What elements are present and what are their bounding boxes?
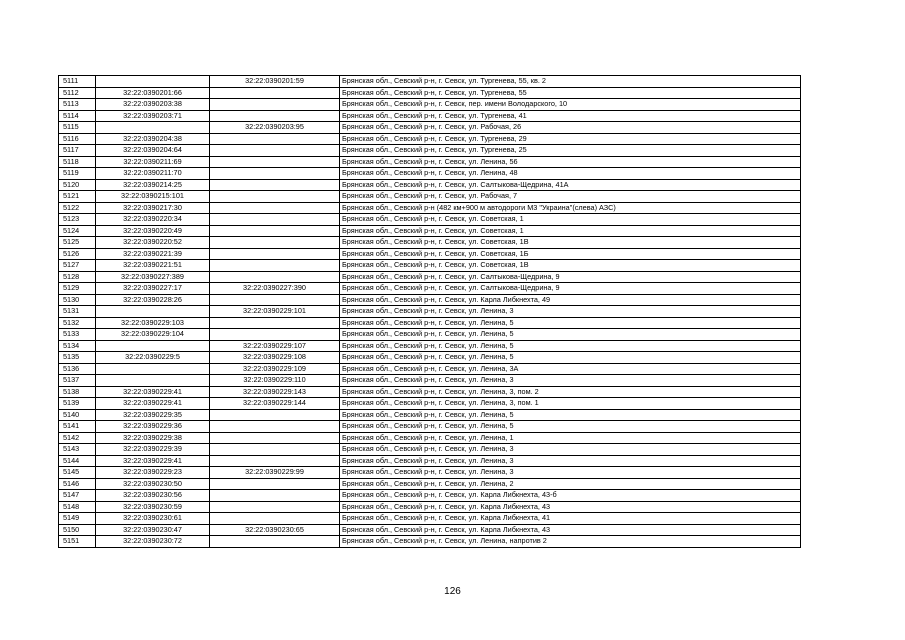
- cadastral-number-secondary: 32:22:0390201:59: [210, 76, 340, 88]
- address-cell: Брянская обл., Севский р-н, г. Севск, ул. Ленина, 3: [340, 375, 801, 387]
- cadastral-number-primary: 32:22:0390229:35: [96, 409, 210, 421]
- address-cell: Брянская обл., Севский р-н, г. Севск, ул. Ленина, 1: [340, 432, 801, 444]
- address-cell: Брянская обл., Севский р-н, г. Севск, ул. Тургенева, 55, кв. 2: [340, 76, 801, 88]
- cadastral-number-secondary: [210, 145, 340, 157]
- cadastral-number-secondary: [210, 317, 340, 329]
- cadastral-number-secondary: 32:22:0390230:65: [210, 524, 340, 536]
- cadastral-number-secondary: [210, 202, 340, 214]
- address-cell: Брянская обл., Севский р-н, г. Севск, ул. Ленина, 3: [340, 455, 801, 467]
- cadastral-number-secondary: [210, 536, 340, 548]
- cadastral-number-secondary: [210, 329, 340, 341]
- cadastral-number-secondary: [210, 99, 340, 111]
- cadastral-number-primary: 32:22:0390227:389: [96, 271, 210, 283]
- cadastral-number-primary: 32:22:0390217:30: [96, 202, 210, 214]
- address-cell: Брянская обл., Севский р-н, г. Севск, ул. Ленина, 3: [340, 467, 801, 479]
- table-row: [59, 317, 801, 329]
- row-number: 5134: [59, 340, 96, 352]
- row-number: 5126: [59, 248, 96, 260]
- row-number: 5147: [59, 490, 96, 502]
- address-cell: Брянская обл., Севский р-н, г. Севск, ул. Ленина, 5: [340, 352, 801, 364]
- address-cell: Брянская обл., Севский р-н, г. Севск, ул. Салтыкова-Щедрина, 9: [340, 271, 801, 283]
- address-cell: Брянская обл., Севский р-н, г. Севск, ул. Ленина, 3А: [340, 363, 801, 375]
- table-row: [59, 248, 801, 260]
- cadastral-number-secondary: [210, 87, 340, 99]
- address-cell: Брянская обл., Севский р-н, г. Севск, ул. Ленина, 3: [340, 444, 801, 456]
- cadastral-number-secondary: [210, 513, 340, 525]
- row-number: 5128: [59, 271, 96, 283]
- cadastral-number-secondary: [210, 191, 340, 203]
- table-row: [59, 536, 801, 548]
- cadastral-number-primary: [96, 306, 210, 318]
- address-cell: Брянская обл., Севский р-н, г. Севск, ул. Ленина, 2: [340, 478, 801, 490]
- table-row: [59, 340, 801, 352]
- table-row: [59, 168, 801, 180]
- cadastral-number-primary: [96, 122, 210, 134]
- address-cell: Брянская обл., Севский р-н, г. Севск, ул. Ленина, 48: [340, 168, 801, 180]
- table-row: [59, 524, 801, 536]
- cadastral-number-primary: 32:22:0390230:50: [96, 478, 210, 490]
- address-cell: Брянская обл., Севский р-н, г. Севск, ул. Ленина, 5: [340, 329, 801, 341]
- cadastral-number-primary: 32:22:0390229:5: [96, 352, 210, 364]
- address-cell: Брянская обл., Севский р-н, г. Севск, ул. Ленина, 56: [340, 156, 801, 168]
- cadastral-number-secondary: [210, 271, 340, 283]
- address-cell: Брянская обл., Севский р-н, г. Севск, ул. Тургенева, 25: [340, 145, 801, 157]
- cadastral-number-primary: 32:22:0390229:41: [96, 386, 210, 398]
- cadastral-number-secondary: 32:22:0390229:109: [210, 363, 340, 375]
- cadastral-number-secondary: [210, 409, 340, 421]
- table-row: [59, 329, 801, 341]
- row-number: 5132: [59, 317, 96, 329]
- address-cell: Брянская обл., Севский р-н, г. Севск, ул. Советская, 1В: [340, 260, 801, 272]
- cadastral-number-secondary: [210, 214, 340, 226]
- cadastral-number-secondary: [210, 225, 340, 237]
- cadastral-number-primary: 32:22:0390220:49: [96, 225, 210, 237]
- row-number: 5145: [59, 467, 96, 479]
- table-row: [59, 386, 801, 398]
- row-number: 5141: [59, 421, 96, 433]
- cadastral-number-primary: 32:22:0390220:52: [96, 237, 210, 249]
- address-cell: Брянская обл., Севский р-н, г. Севск, ул. Ленина, 5: [340, 317, 801, 329]
- row-number: 5125: [59, 237, 96, 249]
- address-cell: Брянская обл., Севский р-н, г. Севск, ул. Ленина, 5: [340, 421, 801, 433]
- row-number: 5150: [59, 524, 96, 536]
- cadastral-number-secondary: 32:22:0390229:144: [210, 398, 340, 410]
- cadastral-number-primary: 32:22:0390230:72: [96, 536, 210, 548]
- address-cell: Брянская обл., Севский р-н, г. Севск, ул. Карла Либкнехта, 41: [340, 513, 801, 525]
- row-number: 5130: [59, 294, 96, 306]
- table-row: [59, 306, 801, 318]
- row-number: 5124: [59, 225, 96, 237]
- cadastral-number-primary: 32:22:0390229:41: [96, 398, 210, 410]
- cadastral-number-primary: 32:22:0390215:101: [96, 191, 210, 203]
- cadastral-number-secondary: [210, 156, 340, 168]
- cadastral-number-secondary: 32:22:0390229:110: [210, 375, 340, 387]
- cadastral-number-secondary: [210, 478, 340, 490]
- row-number: 5118: [59, 156, 96, 168]
- address-cell: Брянская обл., Севский р-н, г. Севск, ул. Советская, 1: [340, 225, 801, 237]
- row-number: 5117: [59, 145, 96, 157]
- table-row: [59, 375, 801, 387]
- cadastral-number-primary: 32:22:0390229:41: [96, 455, 210, 467]
- cadastral-number-secondary: [210, 168, 340, 180]
- row-number: 5148: [59, 501, 96, 513]
- cadastral-number-primary: 32:22:0390221:51: [96, 260, 210, 272]
- table-row: [59, 294, 801, 306]
- row-number: 5113: [59, 99, 96, 111]
- cadastral-number-primary: 32:22:0390204:64: [96, 145, 210, 157]
- row-number: 5138: [59, 386, 96, 398]
- cadastral-number-secondary: 32:22:0390229:143: [210, 386, 340, 398]
- registry-table-body: [59, 76, 801, 548]
- cadastral-number-primary: 32:22:0390229:104: [96, 329, 210, 341]
- row-number: 5119: [59, 168, 96, 180]
- cadastral-number-primary: 32:22:0390203:38: [96, 99, 210, 111]
- cadastral-number-secondary: [210, 248, 340, 260]
- table-row: [59, 156, 801, 168]
- table-row: [59, 432, 801, 444]
- address-cell: Брянская обл., Севский р-н, г. Севск, ул. Ленина, 5: [340, 409, 801, 421]
- registry-table: [58, 75, 801, 548]
- row-number: 5111: [59, 76, 96, 88]
- cadastral-number-primary: 32:22:0390203:71: [96, 110, 210, 122]
- cadastral-number-primary: 32:22:0390211:69: [96, 156, 210, 168]
- address-cell: Брянская обл., Севский р-н, г. Севск, ул. Карла Либкнехта, 43: [340, 501, 801, 513]
- cadastral-number-primary: [96, 340, 210, 352]
- table-row: [59, 110, 801, 122]
- table-row: [59, 76, 801, 88]
- cadastral-number-primary: 32:22:0390228:26: [96, 294, 210, 306]
- table-row: [59, 145, 801, 157]
- address-cell: Брянская обл., Севский р-н, г. Севск, ул. Рабочая, 7: [340, 191, 801, 203]
- cadastral-number-primary: 32:22:0390229:38: [96, 432, 210, 444]
- table-row: [59, 122, 801, 134]
- address-cell: Брянская обл., Севский р-н, г. Севск, ул. Карла Либкнехта, 49: [340, 294, 801, 306]
- row-number: 5151: [59, 536, 96, 548]
- cadastral-number-secondary: [210, 432, 340, 444]
- cadastral-number-secondary: 32:22:0390229:99: [210, 467, 340, 479]
- cadastral-number-secondary: [210, 133, 340, 145]
- table-row: [59, 513, 801, 525]
- cadastral-number-primary: [96, 363, 210, 375]
- row-number: 5139: [59, 398, 96, 410]
- cadastral-number-primary: 32:22:0390230:56: [96, 490, 210, 502]
- cadastral-number-secondary: [210, 237, 340, 249]
- row-number: 5116: [59, 133, 96, 145]
- table-row: [59, 409, 801, 421]
- table-row: [59, 444, 801, 456]
- table-row: [59, 501, 801, 513]
- row-number: 5112: [59, 87, 96, 99]
- cadastral-number-secondary: 32:22:0390229:107: [210, 340, 340, 352]
- address-cell: Брянская обл., Севский р-н, г. Севск, ул. Тургенева, 29: [340, 133, 801, 145]
- address-cell: Брянская обл., Севский р-н, г. Севск, ул. Советская, 1: [340, 214, 801, 226]
- cadastral-number-primary: 32:22:0390230:59: [96, 501, 210, 513]
- cadastral-number-primary: 32:22:0390204:38: [96, 133, 210, 145]
- row-number: 5133: [59, 329, 96, 341]
- page-number: 126: [444, 586, 461, 597]
- table-row: [59, 283, 801, 295]
- row-number: 5144: [59, 455, 96, 467]
- table-row: [59, 99, 801, 111]
- cadastral-number-secondary: 32:22:0390203:95: [210, 122, 340, 134]
- cadastral-number-primary: 32:22:0390221:39: [96, 248, 210, 260]
- cadastral-number-secondary: [210, 444, 340, 456]
- address-cell: Брянская обл., Севский р-н, г. Севск, ул. Ленина, 5: [340, 340, 801, 352]
- table-row: [59, 490, 801, 502]
- cadastral-number-primary: 32:22:0390229:23: [96, 467, 210, 479]
- cadastral-number-secondary: [210, 294, 340, 306]
- cadastral-number-secondary: [210, 421, 340, 433]
- address-cell: Брянская обл., Севский р-н, г. Севск, ул. Советская, 1В: [340, 237, 801, 249]
- cadastral-number-secondary: [210, 260, 340, 272]
- row-number: 5129: [59, 283, 96, 295]
- table-row: [59, 260, 801, 272]
- row-number: 5115: [59, 122, 96, 134]
- table-row: [59, 87, 801, 99]
- table-row: [59, 214, 801, 226]
- row-number: 5114: [59, 110, 96, 122]
- table-row: [59, 225, 801, 237]
- table-row: [59, 202, 801, 214]
- table-row: [59, 467, 801, 479]
- cadastral-number-secondary: [210, 179, 340, 191]
- row-number: 5122: [59, 202, 96, 214]
- address-cell: Брянская обл., Севский р-н, г. Севск, ул. Советская, 1Б: [340, 248, 801, 260]
- cadastral-number-primary: 32:22:0390227:17: [96, 283, 210, 295]
- address-cell: Брянская обл., Севский р-н, г. Севск, ул. Ленина, 3, пом. 1: [340, 398, 801, 410]
- address-cell: Брянская обл., Севский р-н, г. Севск, ул. Ленина, 3: [340, 306, 801, 318]
- table-row: [59, 352, 801, 364]
- table-row: [59, 271, 801, 283]
- table-row: [59, 191, 801, 203]
- address-cell: Брянская обл., Севский р-н, г. Севск, ул. Тургенева, 55: [340, 87, 801, 99]
- table-row: [59, 455, 801, 467]
- cadastral-number-secondary: 32:22:0390227:390: [210, 283, 340, 295]
- row-number: 5143: [59, 444, 96, 456]
- cadastral-number-primary: [96, 375, 210, 387]
- cadastral-number-primary: 32:22:0390229:103: [96, 317, 210, 329]
- address-cell: Брянская обл., Севский р-н, г. Севск, ул. Салтыкова-Щедрина, 9: [340, 283, 801, 295]
- table-row: [59, 421, 801, 433]
- row-number: 5135: [59, 352, 96, 364]
- row-number: 5136: [59, 363, 96, 375]
- cadastral-number-secondary: 32:22:0390229:108: [210, 352, 340, 364]
- row-number: 5140: [59, 409, 96, 421]
- table-row: [59, 179, 801, 191]
- address-cell: Брянская обл., Севский р-н, г. Севск, ул. Рабочая, 26: [340, 122, 801, 134]
- table-row: [59, 478, 801, 490]
- cadastral-number-primary: 32:22:0390220:34: [96, 214, 210, 226]
- row-number: 5127: [59, 260, 96, 272]
- address-cell: Брянская обл., Севский р-н (482 км+900 м автодороги М3 "Украина"(слева) АЗС): [340, 202, 801, 214]
- row-number: 5142: [59, 432, 96, 444]
- cadastral-number-secondary: [210, 455, 340, 467]
- address-cell: Брянская обл., Севский р-н, г. Севск, ул. Салтыкова-Щедрина, 41А: [340, 179, 801, 191]
- cadastral-number-primary: 32:22:0390214:25: [96, 179, 210, 191]
- row-number: 5146: [59, 478, 96, 490]
- table-row: [59, 363, 801, 375]
- address-cell: Брянская обл., Севский р-н, г. Севск, ул. Ленина, 3, пом. 2: [340, 386, 801, 398]
- address-cell: Брянская обл., Севский р-н, г. Севск, пер. имени Володарского, 10: [340, 99, 801, 111]
- cadastral-number-primary: [96, 76, 210, 88]
- cadastral-number-primary: 32:22:0390211:70: [96, 168, 210, 180]
- table-row: [59, 398, 801, 410]
- cadastral-number-secondary: [210, 110, 340, 122]
- cadastral-number-primary: 32:22:0390230:47: [96, 524, 210, 536]
- row-number: 5137: [59, 375, 96, 387]
- cadastral-number-secondary: 32:22:0390229:101: [210, 306, 340, 318]
- row-number: 5149: [59, 513, 96, 525]
- cadastral-number-secondary: [210, 490, 340, 502]
- table-row: [59, 237, 801, 249]
- row-number: 5121: [59, 191, 96, 203]
- cadastral-number-primary: 32:22:0390229:36: [96, 421, 210, 433]
- row-number: 5120: [59, 179, 96, 191]
- row-number: 5123: [59, 214, 96, 226]
- cadastral-number-primary: 32:22:0390229:39: [96, 444, 210, 456]
- row-number: 5131: [59, 306, 96, 318]
- address-cell: Брянская обл., Севский р-н, г. Севск, ул. Карла Либкнехта, 43: [340, 524, 801, 536]
- address-cell: Брянская обл., Севский р-н, г. Севск, ул. Карла Либкнехта, 43-б: [340, 490, 801, 502]
- address-cell: Брянская обл., Севский р-н, г. Севск, ул. Тургенева, 41: [340, 110, 801, 122]
- address-cell: Брянская обл., Севский р-н, г. Севск, ул. Ленина, напротив 2: [340, 536, 801, 548]
- cadastral-number-primary: 32:22:0390230:61: [96, 513, 210, 525]
- cadastral-number-secondary: [210, 501, 340, 513]
- cadastral-number-primary: 32:22:0390201:66: [96, 87, 210, 99]
- table-row: [59, 133, 801, 145]
